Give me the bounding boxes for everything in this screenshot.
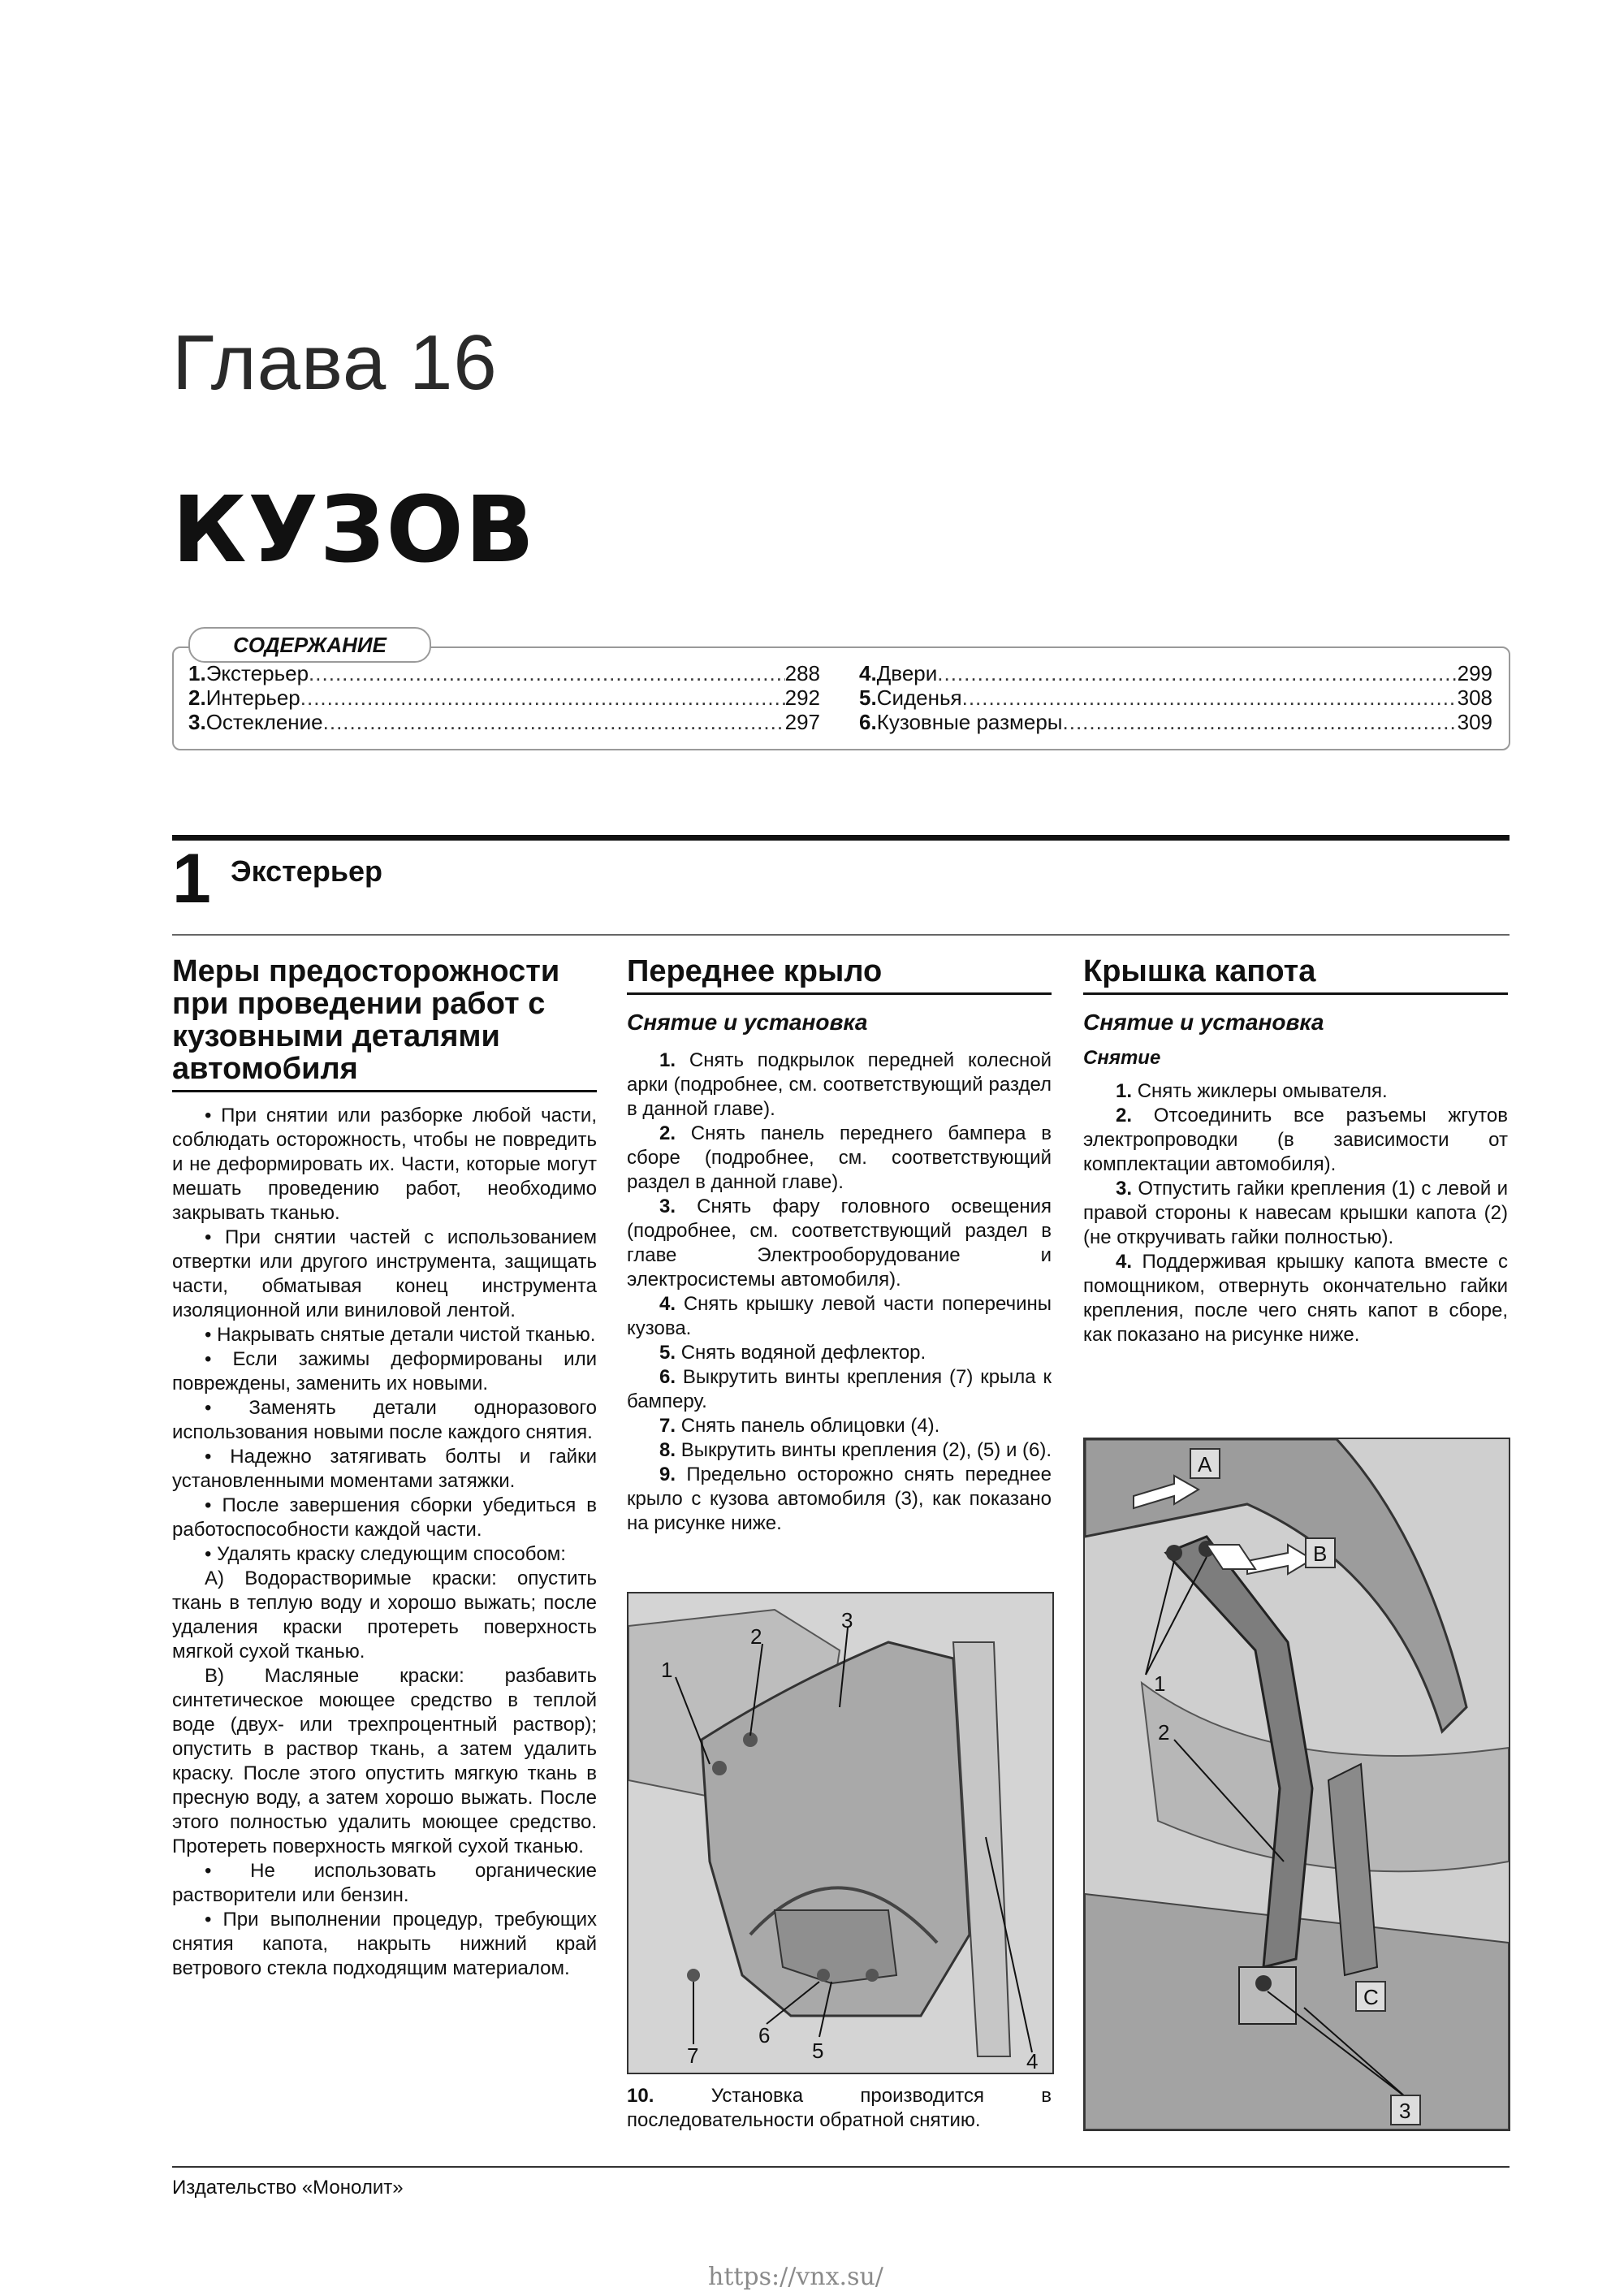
toc-item[interactable] [859, 710, 1492, 734]
step-text: Снять фару головного освещения (подробнее, см. соответствующий раздел в главе Электрооборудование и электросистемы автомобиля). [627, 1196, 1052, 1291]
step-text: Отсоединить все разъемы жгутов электропроводки (в зависимости от комплектации автомобиля). [1083, 1105, 1508, 1175]
step-text: Снять подкрылок передней колесной арки (подробнее, см. соответствующий раздел в данной главе). [627, 1049, 1052, 1120]
toc-leader [962, 685, 1458, 710]
toc-leader [1063, 710, 1458, 734]
toc-item-page: 297 [784, 710, 820, 734]
publisher-footer: Издательство «Монолит» [172, 2177, 404, 2199]
column-hood [1083, 955, 1508, 1347]
paragraph: • Удалять краску следующим способом: [205, 1543, 566, 1565]
precautions-text [172, 1104, 597, 1981]
hood-heading: Крышка капота [1083, 954, 1316, 988]
heading-underline [172, 1090, 597, 1092]
toc-item[interactable] [859, 661, 1492, 685]
hood-figure [1083, 1438, 1510, 2131]
callout-3: 3 [841, 1608, 853, 1632]
toc-item-page: 299 [1457, 661, 1492, 685]
fender-drawing [628, 1593, 1052, 2073]
paragraph: • Заменять детали одноразового использования новыми после каждого снятия. [172, 1397, 597, 1443]
step-number: 3. [1116, 1178, 1133, 1200]
toc-item-label: Остекление [205, 710, 323, 734]
step [627, 1463, 1052, 1536]
section-rule [172, 835, 1510, 841]
step [627, 1195, 1052, 1292]
fender-final-step [627, 2084, 1052, 2133]
toc-leader [300, 685, 785, 710]
toc-item-page: 292 [784, 685, 820, 710]
callout-3: 3 [1399, 2099, 1411, 2123]
fender-heading: Переднее крыло [627, 954, 883, 988]
toc-item[interactable] [188, 710, 820, 734]
toc-item-label: Сиденья [876, 685, 962, 710]
callout-c: C [1363, 1985, 1379, 2009]
step-text: Снять панель облицовки (4). [680, 1415, 940, 1437]
paragraph: • После завершения сборки убедиться в работоспособности каждой части. [172, 1494, 597, 1541]
chapter-number: Глава 16 [172, 319, 498, 406]
callout-b: B [1313, 1541, 1328, 1566]
toc-item-label: Двери [876, 661, 938, 685]
callout-7: 7 [687, 2043, 699, 2068]
toc-item-number: 2. [188, 685, 206, 710]
callout-2: 2 [1158, 1720, 1170, 1745]
toc-item-number: 1. [188, 661, 206, 685]
footer-rule [172, 2166, 1510, 2168]
watermark: https://vnx.su/ [708, 2263, 883, 2291]
step [627, 1122, 1052, 1195]
step [627, 1438, 1052, 1463]
step-text: Установка производится в последовательности обратной снятию. [627, 2085, 1052, 2131]
callout-5: 5 [812, 2039, 824, 2063]
step-number: 5. [659, 1342, 676, 1364]
step-text: Снять водяной дефлектор. [680, 1342, 926, 1364]
hood-drawing [1085, 1439, 1509, 2130]
paragraph: • При выполнении процедур, требующих снятия капота, накрыть нижний край ветрового стекла подходящим материалом. [172, 1909, 597, 1979]
toc-leader [937, 661, 1457, 685]
step [1083, 1177, 1508, 1250]
precautions-heading: Меры предосторожности при проведении работ с кузовными деталями автомобиля [172, 954, 560, 1086]
toc-leader [309, 661, 785, 685]
toc-label: СОДЕРЖАНИЕ [188, 627, 431, 663]
paragraph: • При снятии частей с использованием отвертки или другого инструмента, защищать части, обматывая конец инструмента изоляционной или виниловой лентой. [172, 1226, 597, 1321]
step-text: Снять жиклеры омывателя. [1137, 1080, 1388, 1102]
step [1083, 1079, 1508, 1104]
step-number: 6. [659, 1366, 676, 1388]
paragraph: • Надежно затягивать болты и гайки установленными моментами затяжки. [172, 1446, 597, 1492]
callout-4: 4 [1026, 2049, 1039, 2073]
step-number: 2. [659, 1122, 676, 1144]
step-number: 7. [659, 1415, 676, 1437]
step-number: 4. [659, 1293, 676, 1315]
section-subrule [172, 934, 1510, 936]
step-text: Отпустить гайки крепления (1) с левой и правой стороны к навесам крышки капота (2) (не откручивать гайки полностью). [1083, 1178, 1508, 1248]
paragraph: А) Водорастворимые краски: опустить ткань в теплую воду и хорошо выжать; после удаления краски протереть поверхность мягкой сухой тканью. [172, 1567, 597, 1663]
step-number: 3. [659, 1196, 676, 1217]
toc-leader [323, 710, 785, 734]
callout-6: 6 [758, 2023, 771, 2047]
toc-item-page: 308 [1457, 685, 1492, 710]
toc-item-label: Интерьер [205, 685, 300, 710]
paragraph: • Накрывать снятые детали чистой тканью. [205, 1324, 596, 1346]
paragraph: • При снятии или разборке любой части, соблюдать осторожность, чтобы не повредить и не деформировать их. Части, которые могут мешать проведению работ, необходимо закрывать тканью. [172, 1105, 597, 1224]
toc-item-number: 4. [859, 661, 877, 685]
step-number: 9. [659, 1464, 676, 1485]
step-number: 10. [627, 2085, 654, 2107]
chapter-title: КУЗОВ [172, 478, 537, 583]
section-title: Экстерьер [231, 854, 382, 888]
callout-a: A [1198, 1452, 1212, 1477]
step-number: 1. [1116, 1080, 1133, 1102]
callout-1: 1 [661, 1658, 673, 1682]
step [627, 1365, 1052, 1414]
step [1083, 1104, 1508, 1177]
toc-item[interactable] [188, 685, 820, 710]
step [627, 1292, 1052, 1341]
toc-item-page: 309 [1457, 710, 1492, 734]
fender-steps [627, 1049, 1052, 1536]
heading-underline [627, 992, 1052, 995]
step-text: Выкрутить винты крепления (2), (5) и (6). [680, 1439, 1052, 1461]
toc-item-label: Кузовные размеры [876, 710, 1063, 734]
step [627, 1414, 1052, 1438]
step-number: 2. [1116, 1105, 1133, 1126]
toc-item-label: Экстерьер [205, 661, 309, 685]
step-text: Выкрутить винты крепления (7) крыла к бамперу. [627, 1366, 1052, 1412]
column-precautions [172, 955, 597, 1981]
callout-2: 2 [750, 1624, 762, 1649]
fender-subheading: Снятие и установка [627, 1010, 868, 1035]
step-number: 8. [659, 1439, 676, 1461]
paragraph: В) Масляные краски: разбавить синтетическое моющее средство в теплой воде (двух- или трехпроцентный раствор); опустить в раствор ткань, а затем удалить краску. После этого опустить мягкую ткань в пресную воду, а затем хорошо выжать. После этого полностью удалить моющее средство. Протереть поверхность мягкой сухой тканью. [172, 1665, 597, 1857]
toc-item-page: 288 [784, 661, 820, 685]
section-number: 1 [172, 840, 211, 918]
step-text: Снять панель переднего бампера в сборе (подробнее, см. соответствующий раздел в данной главе). [627, 1122, 1052, 1193]
step-number: 1. [659, 1049, 676, 1071]
step [627, 1341, 1052, 1365]
heading-underline [1083, 992, 1508, 995]
toc-item[interactable] [188, 661, 820, 685]
paragraph: • Не использовать органические растворители или бензин. [172, 1860, 597, 1906]
callout-1: 1 [1154, 1671, 1166, 1696]
step-text: Предельно осторожно снять переднее крыло с кузова автомобиля (3), как показано на рисунке ниже. [627, 1464, 1052, 1534]
hood-steps [1083, 1079, 1508, 1347]
toc-item-number: 6. [859, 710, 877, 734]
step-text: Поддерживая крышку капота вместе с помощником, отвернуть окончательно гайки крепления, после чего снять капот в сборе, как показано на рисунке ниже. [1083, 1251, 1509, 1346]
toc-item[interactable] [859, 685, 1492, 710]
step-text: Снять крышку левой части поперечины кузова. [627, 1293, 1052, 1339]
column-front-fender [627, 955, 1052, 1536]
paragraph: • Если зажимы деформированы или повреждены, заменить их новыми. [172, 1348, 597, 1394]
hood-subheading: Снятие и установка [1083, 1010, 1324, 1035]
step-number: 4. [1116, 1251, 1133, 1273]
step [1083, 1250, 1508, 1347]
step [627, 1049, 1052, 1122]
toc-item-number: 5. [859, 685, 877, 710]
hood-subsubheading: Снятие [1083, 1047, 1161, 1069]
toc-item-number: 3. [188, 710, 206, 734]
fender-figure [627, 1592, 1054, 2074]
